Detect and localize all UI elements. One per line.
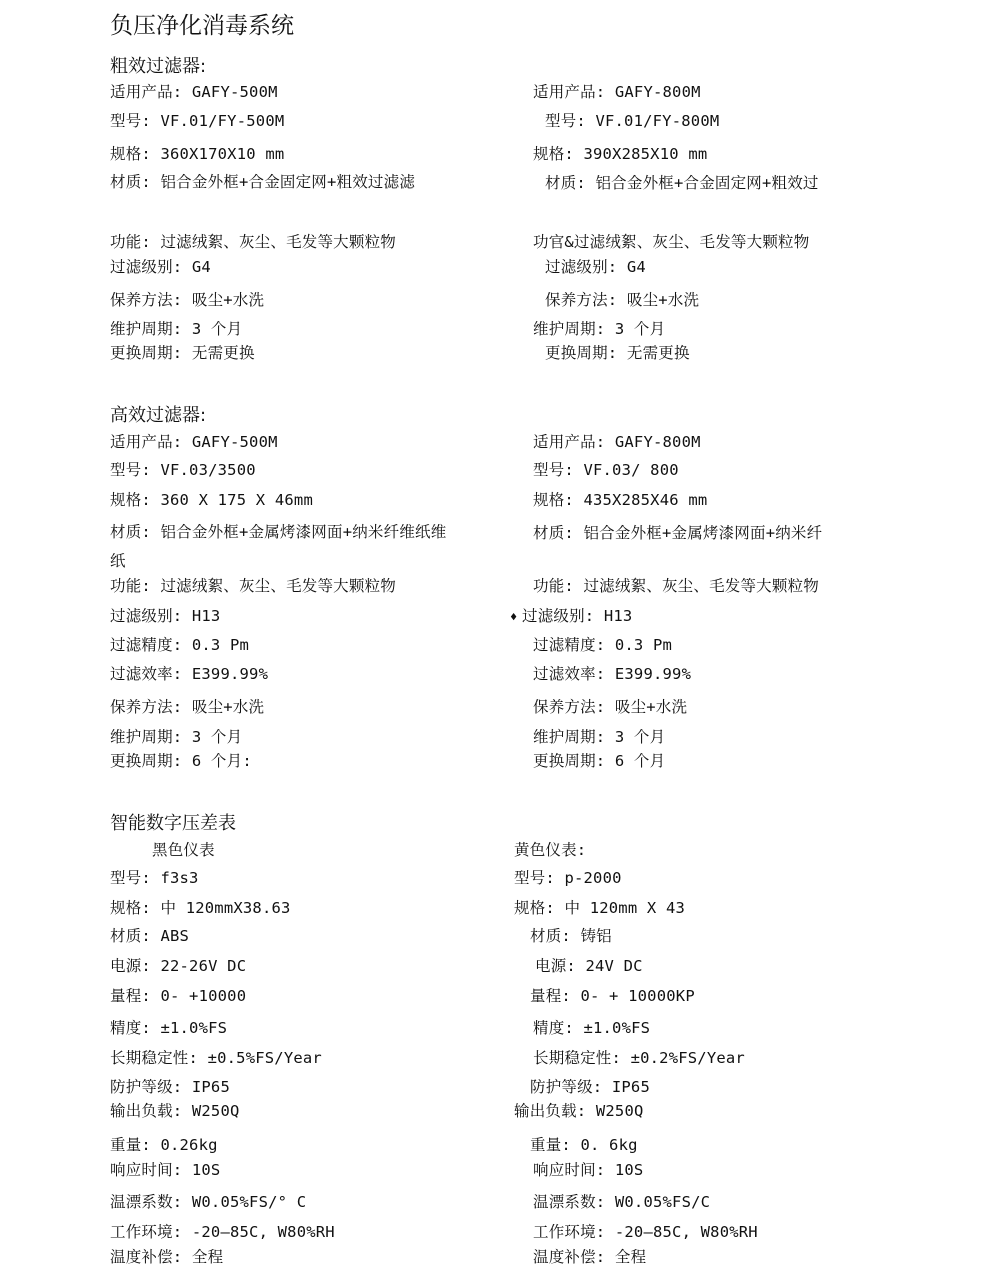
coarse-left-grade: 过滤级别: G4 [110,258,211,276]
hepa-right-material: 材质: 铝合金外框+金属烤漆网面+纳米纤 [533,524,823,542]
gauge-right-weight: 重量: 0. 6kg [530,1136,638,1154]
gauge-left-stability: 长期稳定性: ±0.5%FS/Year [110,1049,322,1067]
hepa-left-precision: 过滤精度: 0.3 Pm [110,636,250,654]
hepa-right-product: 适用产品: GAFY-800M [533,433,701,451]
gauge-left-compensation: 温度补偿: 全程 [110,1248,224,1266]
coarse-right-replacement-cycle: 更换周期: 无需更换 [545,344,690,362]
gauge-left-name: 黑色仪表 [152,841,215,859]
gauge-left-drift: 温漂系数: W0.05%FS/° C [110,1193,307,1211]
hepa-right-function: 功能: 过滤绒絮、灰尘、毛发等大颗粒物 [533,577,819,595]
hepa-right-grade: 过滤级别: H13 [522,607,633,625]
coarse-right-material: 材质: 铝合金外框+合金固定网+粗效过 [545,174,819,192]
gauge-left-accuracy: 精度: ±1.0%FS [110,1019,228,1037]
gauge-right-spec: 规格: 中 120mm X 43 [514,899,686,917]
hepa-right-maintenance-method: 保养方法: 吸尘+水洗 [533,698,688,716]
hepa-right-grade-row [510,605,633,628]
coarse-left-material: 材质: 铝合金外框+合金固定网+粗效过滤滤 [110,173,416,191]
gauge-right-protection: 防护等级: IP65 [530,1078,650,1096]
hepa-right-spec: 规格: 435X285X46 mm [533,491,708,509]
gauge-right-name: 黄色仪表: [514,841,587,859]
hepa-left-maintenance-cycle: 维护周期: 3 个月 [110,728,243,746]
gauge-left-range: 量程: 0- +10000 [110,987,247,1005]
bullet-diamond-icon: ♦ [510,610,518,624]
coarse-right-grade: 过滤级别: G4 [545,258,646,276]
hepa-right-replacement-cycle: 更换周期: 6 个月 [533,752,666,770]
hepa-left-spec: 规格: 360 X 175 X 46mm [110,491,313,509]
coarse-right-model: 型号: VF.01/FY-800M [545,112,720,130]
page-title: 负压净化消毒系统 [110,13,294,39]
gauge-left-material: 材质: ABS [110,927,190,945]
gauge-right-drift: 温漂系数: W0.05%FS/C [533,1193,711,1211]
gauge-left-spec: 规格: 中 120mmX38.63 [110,899,291,917]
gauge-left-response: 响应时间: 10S [110,1161,221,1179]
hepa-right-efficiency: 过滤效率: E399.99% [533,665,692,683]
coarse-left-maintenance-method: 保养方法: 吸尘+水洗 [110,291,265,309]
coarse-left-function: 功能: 过滤绒絮、灰尘、毛发等大颗粒物 [110,233,396,251]
gauge-right-stability: 长期稳定性: ±0.2%FS/Year [533,1049,745,1067]
hepa-right-model: 型号: VF.03/ 800 [533,461,679,479]
hepa-right-maintenance-cycle: 维护周期: 3 个月 [533,728,666,746]
hepa-left-efficiency: 过滤效率: E399.99% [110,665,269,683]
coarse-filter-heading: 粗效过滤器: [110,56,207,77]
gauge-right-range: 量程: 0- + 10000KP [530,987,695,1005]
gauge-right-response: 响应时间: 10S [533,1161,644,1179]
hepa-left-maintenance-method: 保养方法: 吸尘+水洗 [110,698,265,716]
gauge-left-weight: 重量: 0.26kg [110,1136,218,1154]
gauge-left-load: 输出负载: W250Q [110,1102,240,1120]
gauge-right-material: 材质: 铸铝 [530,927,612,945]
hepa-left-grade: 过滤级别: H13 [110,607,221,625]
hepa-left-material: 材质: 铝合金外框+金属烤漆网面+纳米纤维纸维纸 [110,523,447,570]
hepa-left-function: 功能: 过滤绒絮、灰尘、毛发等大颗粒物 [110,577,396,595]
coarse-right-maintenance-method: 保养方法: 吸尘+水洗 [545,291,700,309]
coarse-left-model: 型号: VF.01/FY-500M [110,112,285,130]
hepa-left-model: 型号: VF.03/3500 [110,461,256,479]
hepa-left-product: 适用产品: GAFY-500M [110,433,278,451]
hepa-left-replacement-cycle: 更换周期: 6 个月: [110,752,252,770]
gauge-right-accuracy: 精度: ±1.0%FS [533,1019,651,1037]
gauge-right-compensation: 温度补偿: 全程 [533,1248,647,1266]
gauge-heading: 智能数字压差表 [110,813,236,834]
coarse-left-product: 适用产品: GAFY-500M [110,83,278,101]
coarse-right-function: 功官&过滤绒絮、灰尘、毛发等大颗粒物 [533,233,810,251]
coarse-right-product: 适用产品: GAFY-800M [533,83,701,101]
hepa-right-precision: 过滤精度: 0.3 Pm [533,636,673,654]
coarse-left-replacement-cycle: 更换周期: 无需更换 [110,344,255,362]
coarse-left-maintenance-cycle: 维护周期: 3 个月 [110,320,243,338]
coarse-right-maintenance-cycle: 维护周期: 3 个月 [533,320,666,338]
coarse-right-spec: 规格: 390X285X10 mm [533,145,708,163]
hepa-filter-heading: 高效过滤器: [110,405,207,426]
coarse-left-spec: 规格: 360X170X10 mm [110,145,285,163]
gauge-right-environment: 工作环境: -20—85C, W80%RH [533,1223,758,1241]
gauge-left-power: 电源: 22-26V DC [110,957,247,975]
gauge-right-load: 输出负载: W250Q [514,1102,644,1120]
gauge-left-protection: 防护等级: IP65 [110,1078,230,1096]
gauge-right-power: 电源: 24V DC [535,957,643,975]
gauge-left-environment: 工作环境: -20—85C, W80%RH [110,1223,335,1241]
gauge-left-model: 型号: f3s3 [110,869,199,887]
gauge-right-model: 型号: p-2000 [514,869,622,887]
